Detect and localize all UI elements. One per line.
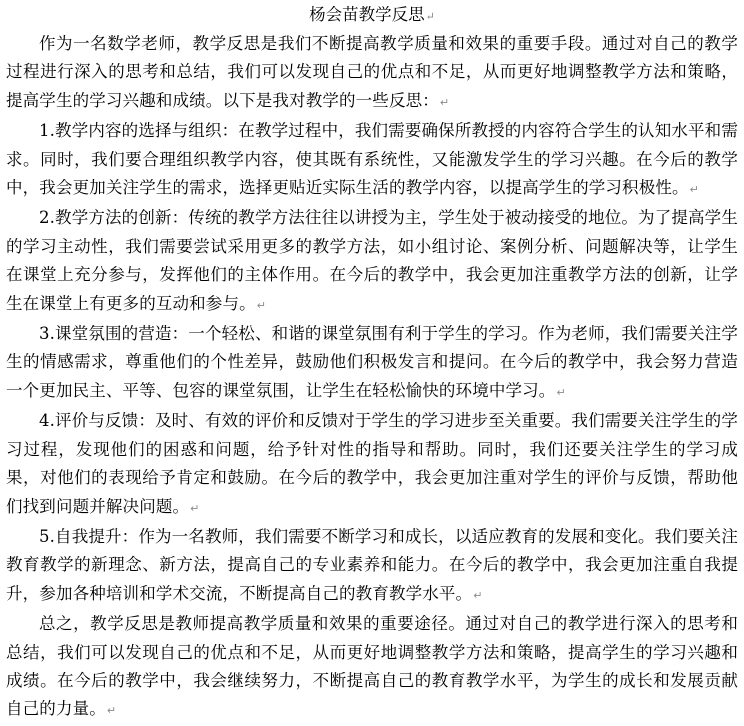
paragraph-mark-icon: ↵: [106, 704, 117, 718]
paragraph-mark-icon: ↵: [439, 95, 450, 109]
paragraph-mark-icon: ↵: [556, 385, 566, 399]
section-text: 教学方法的创新：传统的教学方法往往以讲授为主，学生处于被动接受的地位。为了提高学生的学习主动性，我们需要尝试采用更多的教学方法，如小组讨论、案例分析、问题解决等，让学生在课堂上充分参与，发挥他们的主体作用。在今后的教学中，我会更加注重教学方法的创新，让学生在课堂上有更多的互动和参与。: [6, 208, 738, 313]
section-paragraph-5: [6, 523, 738, 610]
section-paragraph-3: [6, 320, 738, 407]
paragraph-mark-icon: ↵: [473, 588, 483, 602]
intro-paragraph: [6, 30, 738, 117]
section-text: 评价与反馈：及时、有效的评价和反馈对于学生的学习进步至关重要。我们需要关注学生的学习过程，发现他们的困惑和问题，给予针对性的指导和帮助。同时，我们还要关注学生的学习成果，对他们的表现给予肯定和鼓励。在今后的教学中，我会更加注重对学生的评价与反馈，帮助他们找到问题并解决问题。: [6, 411, 738, 516]
section-text: 课堂氛围的营造：一个轻松、和谐的课堂氛围有利于学生的学习。作为老师，我们需要关注学生的情感需求，尊重他们的个性差异，鼓励他们积极发言和提问。在今后的教学中，我会努力营造一个更加民主、平等、包容的课堂氛围，让学生在轻松愉快的环境中学习。: [6, 324, 738, 400]
document-title: [6, 0, 738, 30]
section-paragraph-4: [6, 407, 738, 523]
intro-text: 作为一名数学老师，教学反思是我们不断提高教学质量和效果的重要手段。通过对自己的教学过程进行深入的思考和总结，我们可以发现自己的优点和不足，从而更好地调整教学方法和策略，提高学生的学习兴趣和成绩。以下是我对教学的一些反思：: [6, 34, 738, 110]
paragraph-mark-icon: ↵: [425, 10, 435, 23]
paragraph-mark-icon: ↵: [256, 298, 267, 312]
paragraph-mark-icon: ↵: [190, 501, 200, 515]
paragraph-mark-icon: ↵: [689, 183, 700, 197]
conclusion-paragraph: [6, 610, 738, 726]
section-number: 5.: [39, 526, 56, 546]
document-page: [6, 0, 738, 726]
conclusion-text: 总之，教学反思是教师提高教学质量和效果的重要途径。通过对自己的教学进行深入的思考和总结，我们可以发现自己的优点和不足，从而更好地调整教学方法和策略，提高学生的学习兴趣和成绩。在今后的教学中，我会继续努力，不断提高自己的教育教学水平，为学生的成长和发展贡献自己的力量。: [6, 614, 738, 719]
section-text: 教学内容的选择与组织：在教学过程中，我们需要确保所教授的内容符合学生的认知水平和需求。同时，我们要合理组织教学内容，使其既有系统性，又能激发学生的学习兴趣。在今后的教学中，我会更加关注学生的需求，选择更贴近实际生活的教学内容，以提高学生的学习积极性。: [6, 121, 738, 198]
document-title-text: 杨会苗教学反思: [309, 5, 425, 24]
section-paragraph-2: [6, 204, 738, 320]
section-text: 自我提升：作为一名教师，我们需要不断学习和成长，以适应教育的发展和变化。我们要关注教育教学的新理念、新方法，提高自己的专业素养和能力。在今后的教学中，我会更加注重自我提升，参加各种培训和学术交流，不断提高自己的教育教学水平。: [6, 526, 738, 603]
section-number: 3.: [39, 324, 56, 344]
section-paragraph-1: [6, 117, 738, 204]
section-number: 1.: [39, 121, 56, 141]
section-number: 2.: [39, 208, 56, 228]
section-number: 4.: [39, 411, 56, 431]
